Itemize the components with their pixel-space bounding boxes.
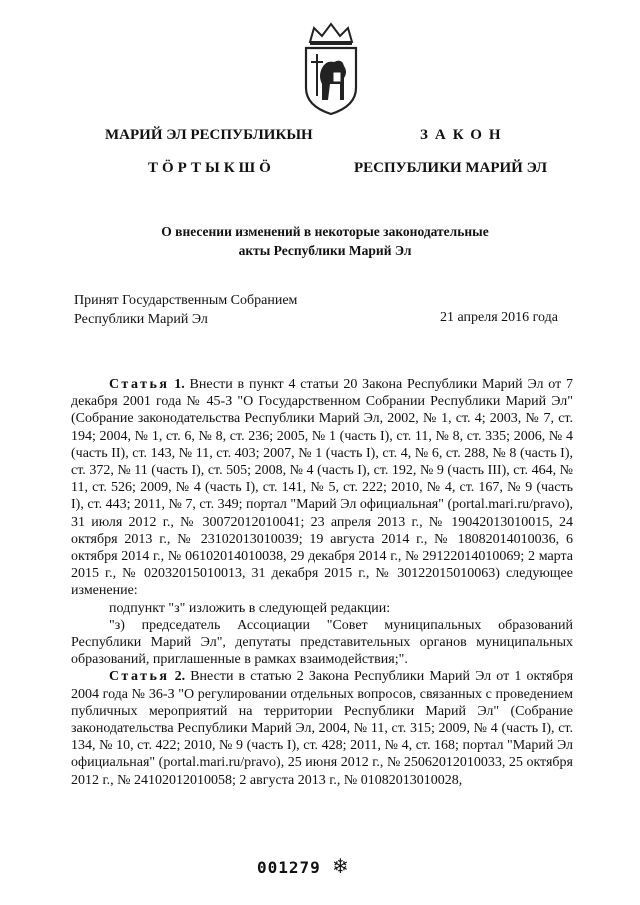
- document-body: [71, 376, 573, 789]
- document-serial-number: 001279: [257, 858, 321, 877]
- article-1: [71, 376, 573, 600]
- header-left-line2: ТӦРТЫКШӦ: [148, 160, 275, 176]
- article-2-number: 2.: [174, 669, 186, 685]
- article-1-text: Внести в пункт 4 статьи 20 Закона Республики Марий Эл от 7 декабря 2001 года № 45-З "О Государственном Собрании Республики Марий Эл" (Собрание законодательства Республики Марий Эл, 2002, № 1, ст. 4; 2003, № 7, ст. 194; 2004, № 1, ст. 6, № 8, ст. 236; 2005, № 1 (часть I), ст. 11, № 8, ст. 335; 2006, № 4 (часть II), ст. 143, № 11, ст. 403; 2007, № 1 (часть I), ст. 4, № 6, ст. 288, № 8 (часть I), ст. 372, № 11 (часть I), ст. 505; 2008, № 4 (часть I), ст. 192, № 9 (часть III), ст. 464, № 11, ст. 526; 2009, № 4 (часть I), ст. 141, № 5, ст. 222; 2010, № 4, ст. 167, № 9 (часть I), ст. 443; 2011, № 7, ст. 349; портал "Марий Эл официальная" (portal.mari.ru/pravo), 31 июля 2012 г., № 30072012010041; 23 апреля 2013 г., № 19042013010015, 24 октября 2013 г., № 23102013010039; 19 августа 2014 г., № 18082014010036, 6 октября 2014 г., № 06102014010038, 29 декабря 2014 г., № 29122014010069; 2 марта 2015 г., № 02032015010013, 31 декабря 2015 г., № 30122015010063) следующее изменение:: [71, 377, 574, 599]
- article-2-text: Внести в статью 2 Закона Республики Марий Эл от 1 октября 2004 года № 36-З "О регулировании отдельных вопросов, связанных с проведением публичных мероприятий на территории Республики Марий Эл" (Собрание законодательства Республики Марий Эл, 2004, № 11, ст. 315; 2009, № 4 (часть I), ст. 134, № 10, ст. 422; 2010, № 9 (часть I), ст. 428; 2011, № 4, ст. 168; портал "Марий Эл официальная" (portal.mari.ru/pravo), 25 июня 2012 г., № 25062012010033, 25 октября 2012 г., № 24102012010058; 2 августа 2013 г., № 01082013010028,: [71, 669, 574, 788]
- article-2: [71, 668, 573, 788]
- adopted-line1: Принят Государственным Собранием: [74, 293, 298, 308]
- article-1-number: 1.: [174, 377, 185, 392]
- title-line1: О внесении изменений в некоторые законодательные: [161, 224, 489, 239]
- header-right-line2: РЕСПУБЛИКИ МАРИЙ ЭЛ: [354, 160, 548, 176]
- header-right-line1: ЗАКОН: [420, 127, 508, 143]
- article-1-quote: "з) председатель Ассоциации "Совет муниципальных образований Республики Марий Эл", депутаты представительных органов муниципальных образований, приглашенные в рамках взаимодействия;".: [71, 617, 573, 668]
- snowflake-icon: ❄: [332, 856, 349, 878]
- adopted-line2: Республики Марий Эл: [74, 312, 208, 327]
- title-line2: акты Республики Марий Эл: [238, 243, 412, 258]
- header-left-line1: МАРИЙ ЭЛ РЕСПУБЛИКЫН: [105, 127, 313, 143]
- coat-of-arms-icon: [300, 22, 362, 116]
- adoption-date: 21 апреля 2016 года: [440, 310, 558, 325]
- article-1-word: Статья: [109, 377, 170, 392]
- article-1-subpoint: подпункт "з" изложить в следующей редакции:: [109, 600, 391, 616]
- article-2-word: Статья: [109, 669, 170, 685]
- adoption-info: [74, 291, 297, 329]
- document-title: [60, 222, 590, 260]
